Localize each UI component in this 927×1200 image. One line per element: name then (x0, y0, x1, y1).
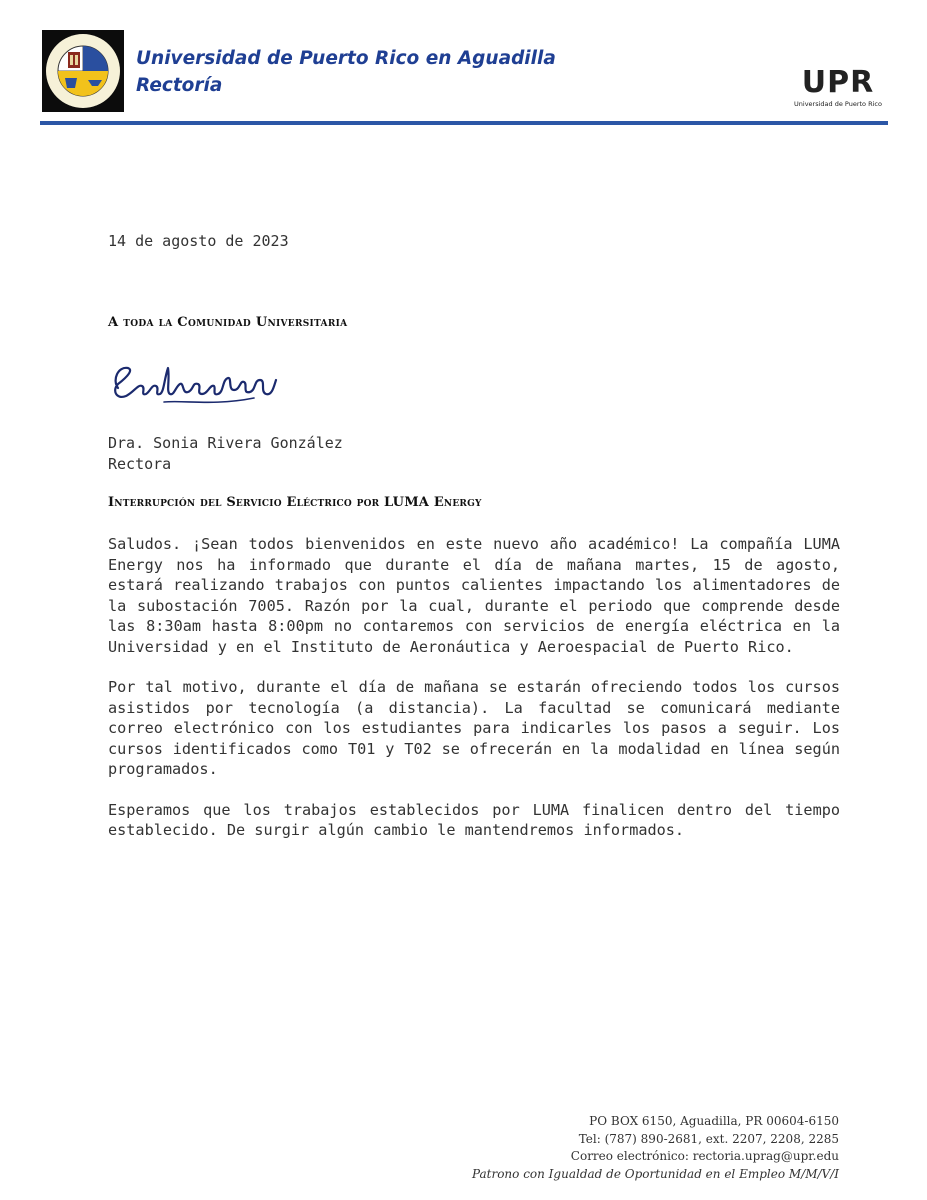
upr-logo (788, 65, 888, 108)
letter-body (108, 534, 840, 861)
footer-address: PO BOX 6150, Aguadilla, PR 00604-6150 (589, 1114, 839, 1128)
body-paragraph: Por tal motivo, durante el día de mañana se estarán ofreciendo todos los cursos asistidos por tecnología (a distancia). La facultad se comunicará mediante correo electrónico con los estudiantes para indicarles los pasos a seguir. Los cursos identificados como T01 y T02 se ofrecerán en la modalidad en línea según programados. (108, 678, 840, 778)
upr-logo-mark: UPR (801, 65, 875, 100)
university-seal (42, 30, 124, 112)
signer-block (108, 433, 343, 475)
footer-email: Correo electrónico: rectoria.uprag@upr.edu (570, 1149, 839, 1163)
header-divider (40, 121, 888, 125)
body-paragraph: Esperamos que los trabajos establecidos por LUMA finalicen dentro del tiempo establecido. De surgir algún cambio le mantendremos informados. (108, 800, 840, 839)
upr-logo-subtitle: Universidad de Puerto Rico (794, 100, 882, 108)
header-title (136, 45, 556, 99)
footer-phone: Tel: (787) 890-2681, ext. 2207, 2208, 2285 (578, 1131, 839, 1146)
letter-subject: Interrupción del Servicio Eléctrico por LUMA Energy (108, 495, 482, 510)
letter-recipient: A toda la Comunidad Universitaria (108, 315, 348, 330)
handwritten-signature (104, 350, 284, 415)
institution-name: Universidad de Puerto Rico en Aguadilla (136, 48, 556, 69)
signer-name: Dra. Sonia Rivera González (108, 434, 343, 452)
footer-contact (472, 1113, 839, 1183)
signer-title: Rectora (108, 455, 172, 473)
footer-equal-opportunity: Patrono con Igualdad de Oportunidad en el Empleo M/M/V/I (471, 1166, 839, 1181)
letter-date: 14 de agosto de 2023 (108, 232, 289, 250)
body-paragraph: Saludos. ¡Sean todos bienvenidos en este nuevo año académico! La compañía LUMA Energy nos ha informado que durante el día de mañana martes, 15 de agosto, estará realizando trabajos con puntos calientes impactando los alimentadores de la subostación 7005. Razón por la cual, durante el periodo que comprende desde las 8:30am hasta 8:00pm no contaremos con servicios de energía eléctrica en la Universidad y en el Instituto de Aeronáutica y Aeroespacial de Puerto Rico. (108, 535, 840, 656)
office-name: Rectoría (136, 75, 223, 96)
